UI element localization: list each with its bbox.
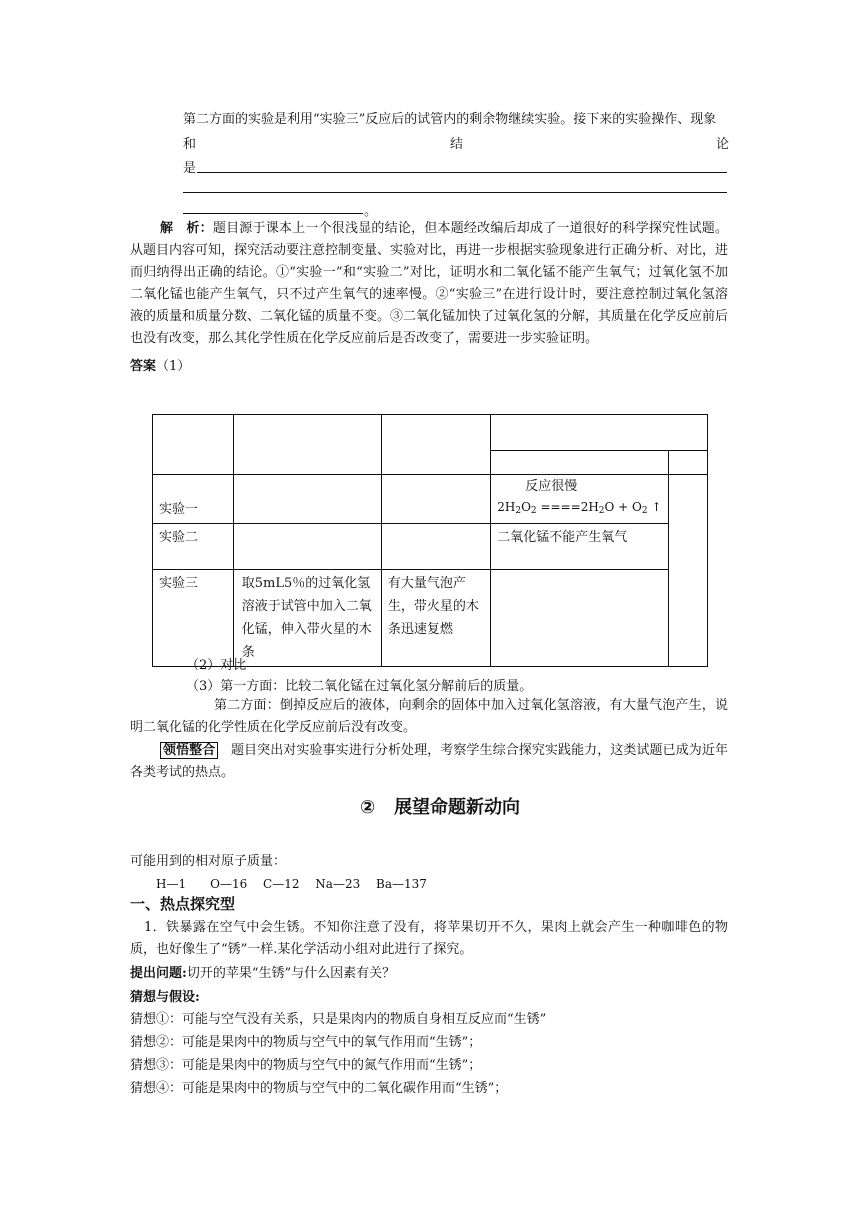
analysis-label: 解 析：	[160, 221, 213, 236]
row1-equation: $2H_2O_2 ====2H_2O + O_2$ ↑	[497, 500, 662, 516]
row1-result-text: 反应很慢	[525, 479, 578, 494]
row2-label: 实验二	[153, 524, 234, 570]
table-cell	[381, 524, 490, 570]
row3-phenomenon: 有大量气泡产生，带火星的木条迅速复燃	[381, 570, 490, 667]
q1-problem	[130, 962, 395, 981]
row2-result: 二氧化锰不能产生氧气	[491, 524, 668, 570]
insight-label: 领悟整合	[160, 742, 218, 759]
answer-blank-line-3[interactable]	[183, 213, 363, 214]
q1-problem-text: 切开的苹果“生锈”与什么因素有关？	[186, 966, 396, 981]
answer-3b: 第二方面：倒掉反应后的液体，向剩余的固体中加入过氧化氢溶液，有大量气泡产生，说明二氧化锰的化学性质在化学反应前后没有改变。	[130, 698, 728, 735]
table-row	[153, 475, 708, 524]
section-title	[360, 793, 520, 819]
table-cell	[233, 524, 381, 570]
masses-values: H—1 O—16 C—12 Na—23 Ba—137	[156, 877, 427, 891]
answer-heading	[130, 355, 190, 374]
q-part2-he: 和	[183, 137, 197, 152]
table-header-cell	[668, 451, 708, 475]
table-header-cell	[381, 415, 490, 475]
analysis-text: 题目源于课本上一个很浅显的结论，但本题经改编后却成了一道很好的科学探究性试题。从题目内容可知，探究活动要注意控制变量、实验对比，再进一步根据实验现象进行正确分析、对比，进而归纳得出正确的结论。①“实验一”和“实验二”对比，证明水和二氧化锰不能产生氧气；过氧化氢不加二氧化锰也能产生氧气，只不过产生氧气的速率慢。②“实验三”在进行设计时，要注意控制过氧化氢溶液的质量和质量分数、二氧化锰的质量不变。③二氧化锰加快了过氧化氢的分解，其质量在化学反应前后也没有改变，那么其化学性质在化学反应前后是否改变了，需要进一步实验证明。	[130, 221, 729, 346]
q-part2-line1: 第二方面的实验是利用“实验三”反应后的试管内的剩余物继续实验。接下来的实验操作、现象	[183, 112, 717, 127]
answer-blank-line-1[interactable]	[197, 172, 727, 173]
q-part2-jie: 结	[450, 137, 464, 152]
q1-problem-label: 提出问题:	[130, 966, 187, 981]
answer-label: 答案	[130, 359, 157, 374]
table-row	[153, 570, 708, 667]
section-num: ②	[360, 797, 376, 818]
table-header-cell	[233, 415, 381, 475]
table-header-cell	[491, 415, 708, 451]
hypothesis-3: 猜想③：可能是果肉中的物质与空气中的氮气作用而“生锈”；	[130, 1058, 482, 1073]
q-part2-end: 。	[364, 204, 378, 219]
answer-num: （1）	[156, 359, 191, 374]
table-header-cell	[491, 451, 668, 475]
row1-result	[491, 475, 668, 524]
experiment-table	[152, 414, 708, 667]
masses-intro: 可能用到的相对原子质量：	[130, 854, 287, 869]
q-part2-shi: 是	[183, 161, 197, 176]
table-cell	[381, 475, 490, 524]
table-cell	[233, 475, 381, 524]
row3-label: 实验三	[153, 570, 234, 667]
table-header-cell	[153, 415, 234, 475]
q1-hypo-label: 猜想与假设:	[130, 990, 200, 1005]
table-row	[153, 524, 708, 570]
q1-text: 1．铁暴露在空气中会生锈。不知你注意了没有，将苹果切开不久，果肉上就会产生一种咖啡色的物质，也好像生了“锈”一样.某化学活动小组对此进行了探究。	[130, 920, 728, 957]
table-cell	[491, 570, 668, 667]
analysis-paragraph	[130, 218, 728, 350]
hypothesis-4: 猜想④：可能是果肉中的物质与空气中的二氧化碳作用而“生锈”；	[130, 1081, 508, 1096]
row1-label: 实验一	[153, 475, 234, 524]
hypothesis-2: 猜想②：可能是果肉中的物质与空气中的氧气作用而“生锈”；	[130, 1035, 482, 1050]
answer-2: （2）对比	[186, 658, 247, 673]
answer-blank-line-2[interactable]	[183, 192, 727, 193]
hypothesis-1: 猜想①：可能与空气没有关系，只是果肉内的物质自身相互反应而“生锈”	[130, 1012, 547, 1027]
q-part2-lun: 论	[716, 137, 730, 152]
answer-3: （3）第一方面：比较二氧化锰在过氧化氢分解前后的质量。	[186, 679, 533, 694]
insight-text: 题目突出对实验事实进行分析处理，考察学生综合探究实践能力，这类试题已成为近年各类考试的热点。	[130, 743, 728, 780]
heading-hot-inquiry: 一、热点探究型	[130, 895, 236, 913]
insight-paragraph	[130, 740, 728, 784]
table-cell	[668, 475, 708, 667]
row3-operation: 取5mL5％的过氧化氢溶液于试管中加入二氧化锰，伸入带火星的木条	[233, 570, 381, 667]
section-title-text: 展望命题新动向	[394, 797, 521, 818]
